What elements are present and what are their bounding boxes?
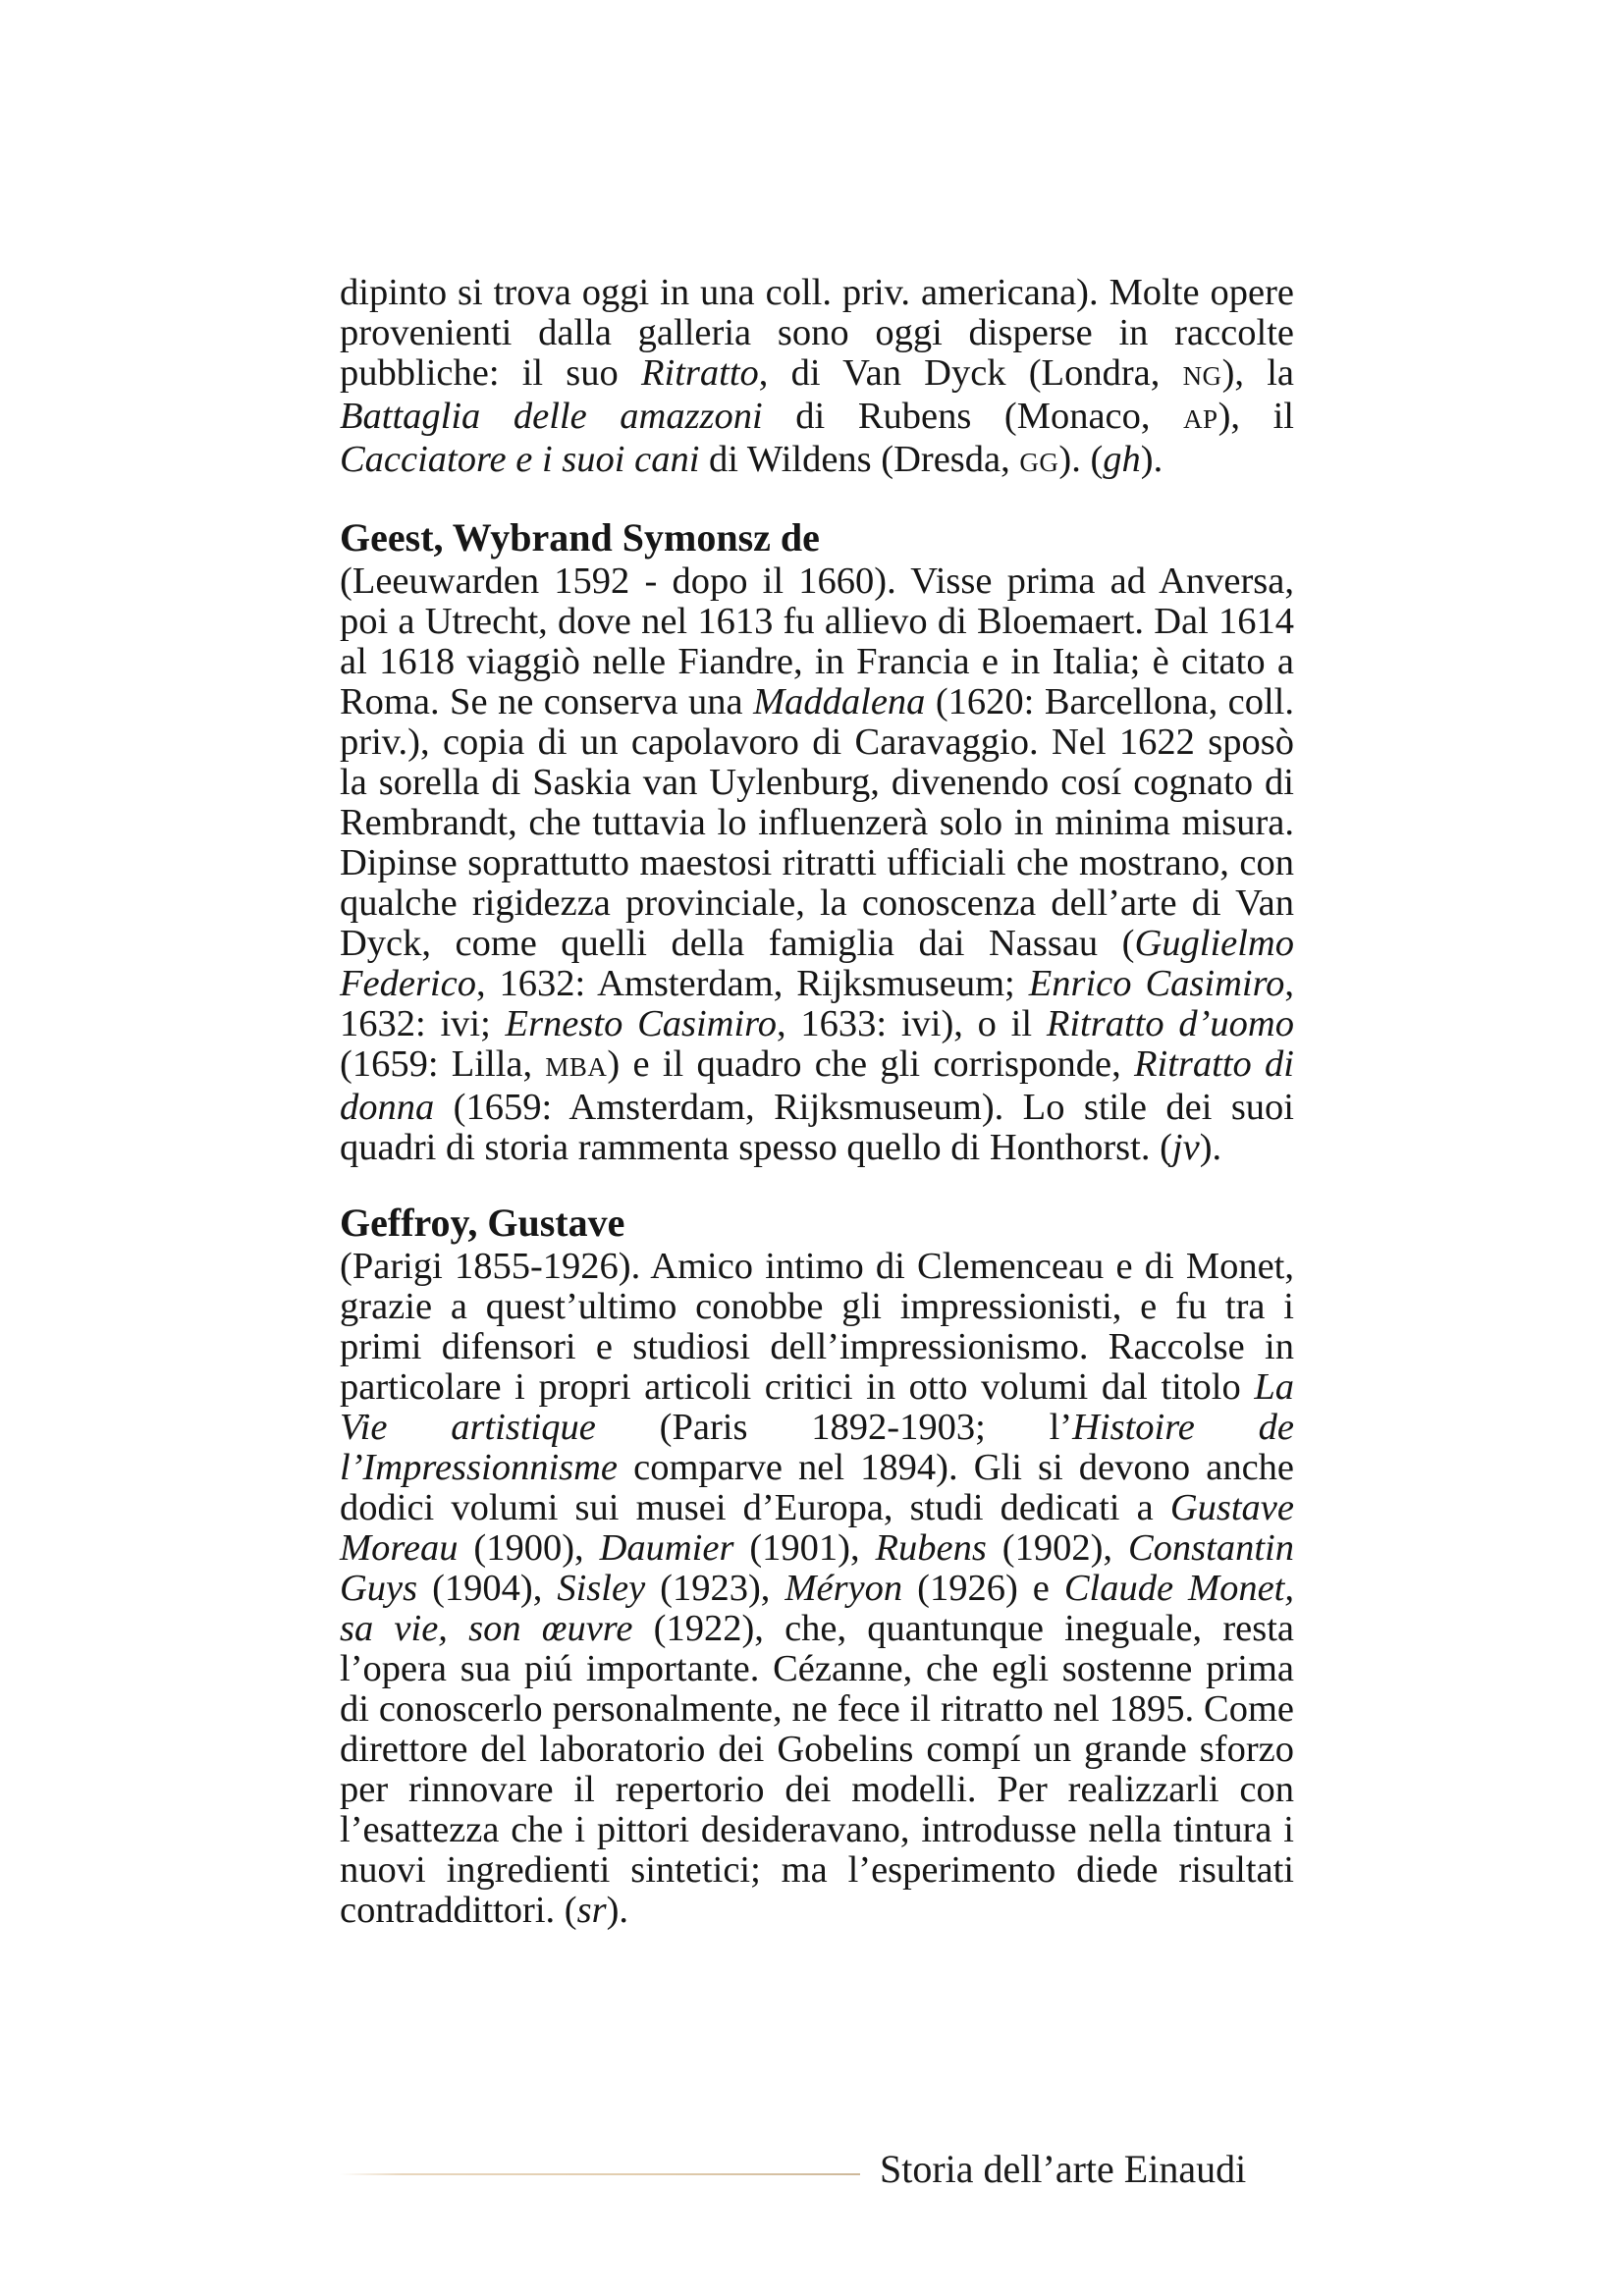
italic-run: Gustave Moreau — [340, 1487, 1294, 1569]
entry-body: (Parigi 1855-1926). Amico intimo di Clemenceau e di Monet, grazie a quest’ultimo conobbe gli impressionisti, e fu tra i primi difensori e studiosi dell’impressionismo. Raccolse in particolare i propri articoli critici in otto volumi dal titolo La Vie artistique (Paris 1892-1903; l’Histoire de l’Impressionnisme comparve nel 1894). Gli si devono anche dodici volumi sui musei d’Europa, studi dedicati a Gustave Moreau (1900), Daumier (1901), Rubens (1902), Constantin Guys (1904), Sisley (1923), Méryon (1926) e Claude Monet, sa vie, son œuvre (1922), che, quantunque ineguale, resta l’opera sua piú importante. Cézanne, che egli sostenne prima di conoscerlo personalmente, ne fece il ritratto nel 1895. Come direttore del laboratorio dei Gobelins compí un grande sforzo per rinnovare il repertorio dei modelli. Per realizzarli con l’esattezza che i pittori desideravano, introdusse nella tintura i nuovi ingredienti sintetici; ma l’esperimento diede risultati contraddittori. (sr). — [340, 1246, 1295, 1931]
italic-run: gh — [1103, 439, 1141, 480]
italic-run: La Vie artistique — [340, 1366, 1294, 1448]
italic-run: Rubens — [875, 1527, 987, 1569]
italic-run: Ritratto d’uomo — [1046, 1003, 1294, 1044]
entry-heading: Geffroy, Gustave — [340, 1201, 625, 1245]
small-caps-run: MBA — [545, 1052, 608, 1082]
small-caps-run: GG — [1019, 448, 1059, 477]
footer-rule — [340, 2173, 860, 2175]
small-caps-run: AP — [1183, 404, 1218, 434]
italic-run: Daumier — [599, 1527, 734, 1569]
entry-geffroy — [340, 1201, 1294, 1931]
entry-body: (Leeuwarden 1592 - dopo il 1660). Visse prima ad Anversa, poi a Utrecht, dove nel 1613 fu allievo di Bloemaert. Dal 1614 al 1618 viaggiò nelle Fiandre, in Francia e in Italia; è citato a Roma. Se ne conserva una Maddalena (1620: Barcellona, coll. priv.), copia di un capolavoro di Caravaggio. Nel 1622 sposò la sorella di Saskia van Uylenburg, divenendo cosí cognato di Rembrandt, che tuttavia lo influenzerà solo in minima misura. Dipinse soprattutto maestosi ritratti ufficiali che mostrano, con qualche rigidezza provinciale, la conoscenza dell’arte di Van Dyck, come quelli della famiglia dai Nassau (Guglielmo Federico, 1632: Amsterdam, Rijksmuseum; Enrico Casimiro, 1632: ivi; Ernesto Casimiro, 1633: ivi), o il Ritratto d’uomo (1659: Lilla, MBA) e il quadro che gli corrisponde, Ritratto di donna (1659: Amsterdam, Rijksmuseum). Lo stile dei suoi quadri di storia rammenta spesso quello di Honthorst. (jv). — [340, 561, 1294, 1168]
intro-paragraph: dipinto si trova oggi in una coll. priv. americana). Molte opere provenienti dalla galleria sono oggi disperse in raccolte pubbliche: il suo Ritratto, di Van Dyck (Londra, NG), la Battaglia delle amazzoni di Rubens (Monaco, AP), il Cacciatore e i suoi cani di Wildens (Dresda, GG). (gh). — [340, 272, 1294, 480]
italic-run: Cacciatore e i suoi cani — [340, 439, 700, 480]
italic-run: Sisley — [557, 1568, 646, 1609]
italic-run: Ritratto — [641, 352, 759, 394]
small-caps-run: NG — [1182, 361, 1222, 391]
italic-run: Enrico Casimiro — [1028, 963, 1285, 1004]
italic-run: Claude Monet, sa vie, son œuvre — [340, 1568, 1294, 1649]
page-body — [340, 273, 1294, 1931]
italic-run: Maddalena — [753, 681, 926, 722]
italic-run: Guglielmo Federico — [340, 923, 1294, 1004]
italic-run: Battaglia delle amazzoni — [340, 396, 763, 437]
entry-geest — [340, 516, 1294, 1168]
italic-run: Constantin Guys — [340, 1527, 1294, 1609]
italic-run: jv — [1171, 1127, 1200, 1168]
italic-run: Méryon — [784, 1568, 903, 1609]
entry-heading: Geest, Wybrand Symonsz de — [340, 515, 820, 560]
italic-run: Histoire de l’Impressionnisme — [340, 1407, 1294, 1488]
italic-run: Ernesto Casimiro — [505, 1003, 777, 1044]
footer-title: Storia dell’arte Einaudi — [880, 2147, 1247, 2191]
italic-run: Ritratto di donna — [340, 1043, 1294, 1128]
italic-run: sr — [576, 1890, 607, 1931]
